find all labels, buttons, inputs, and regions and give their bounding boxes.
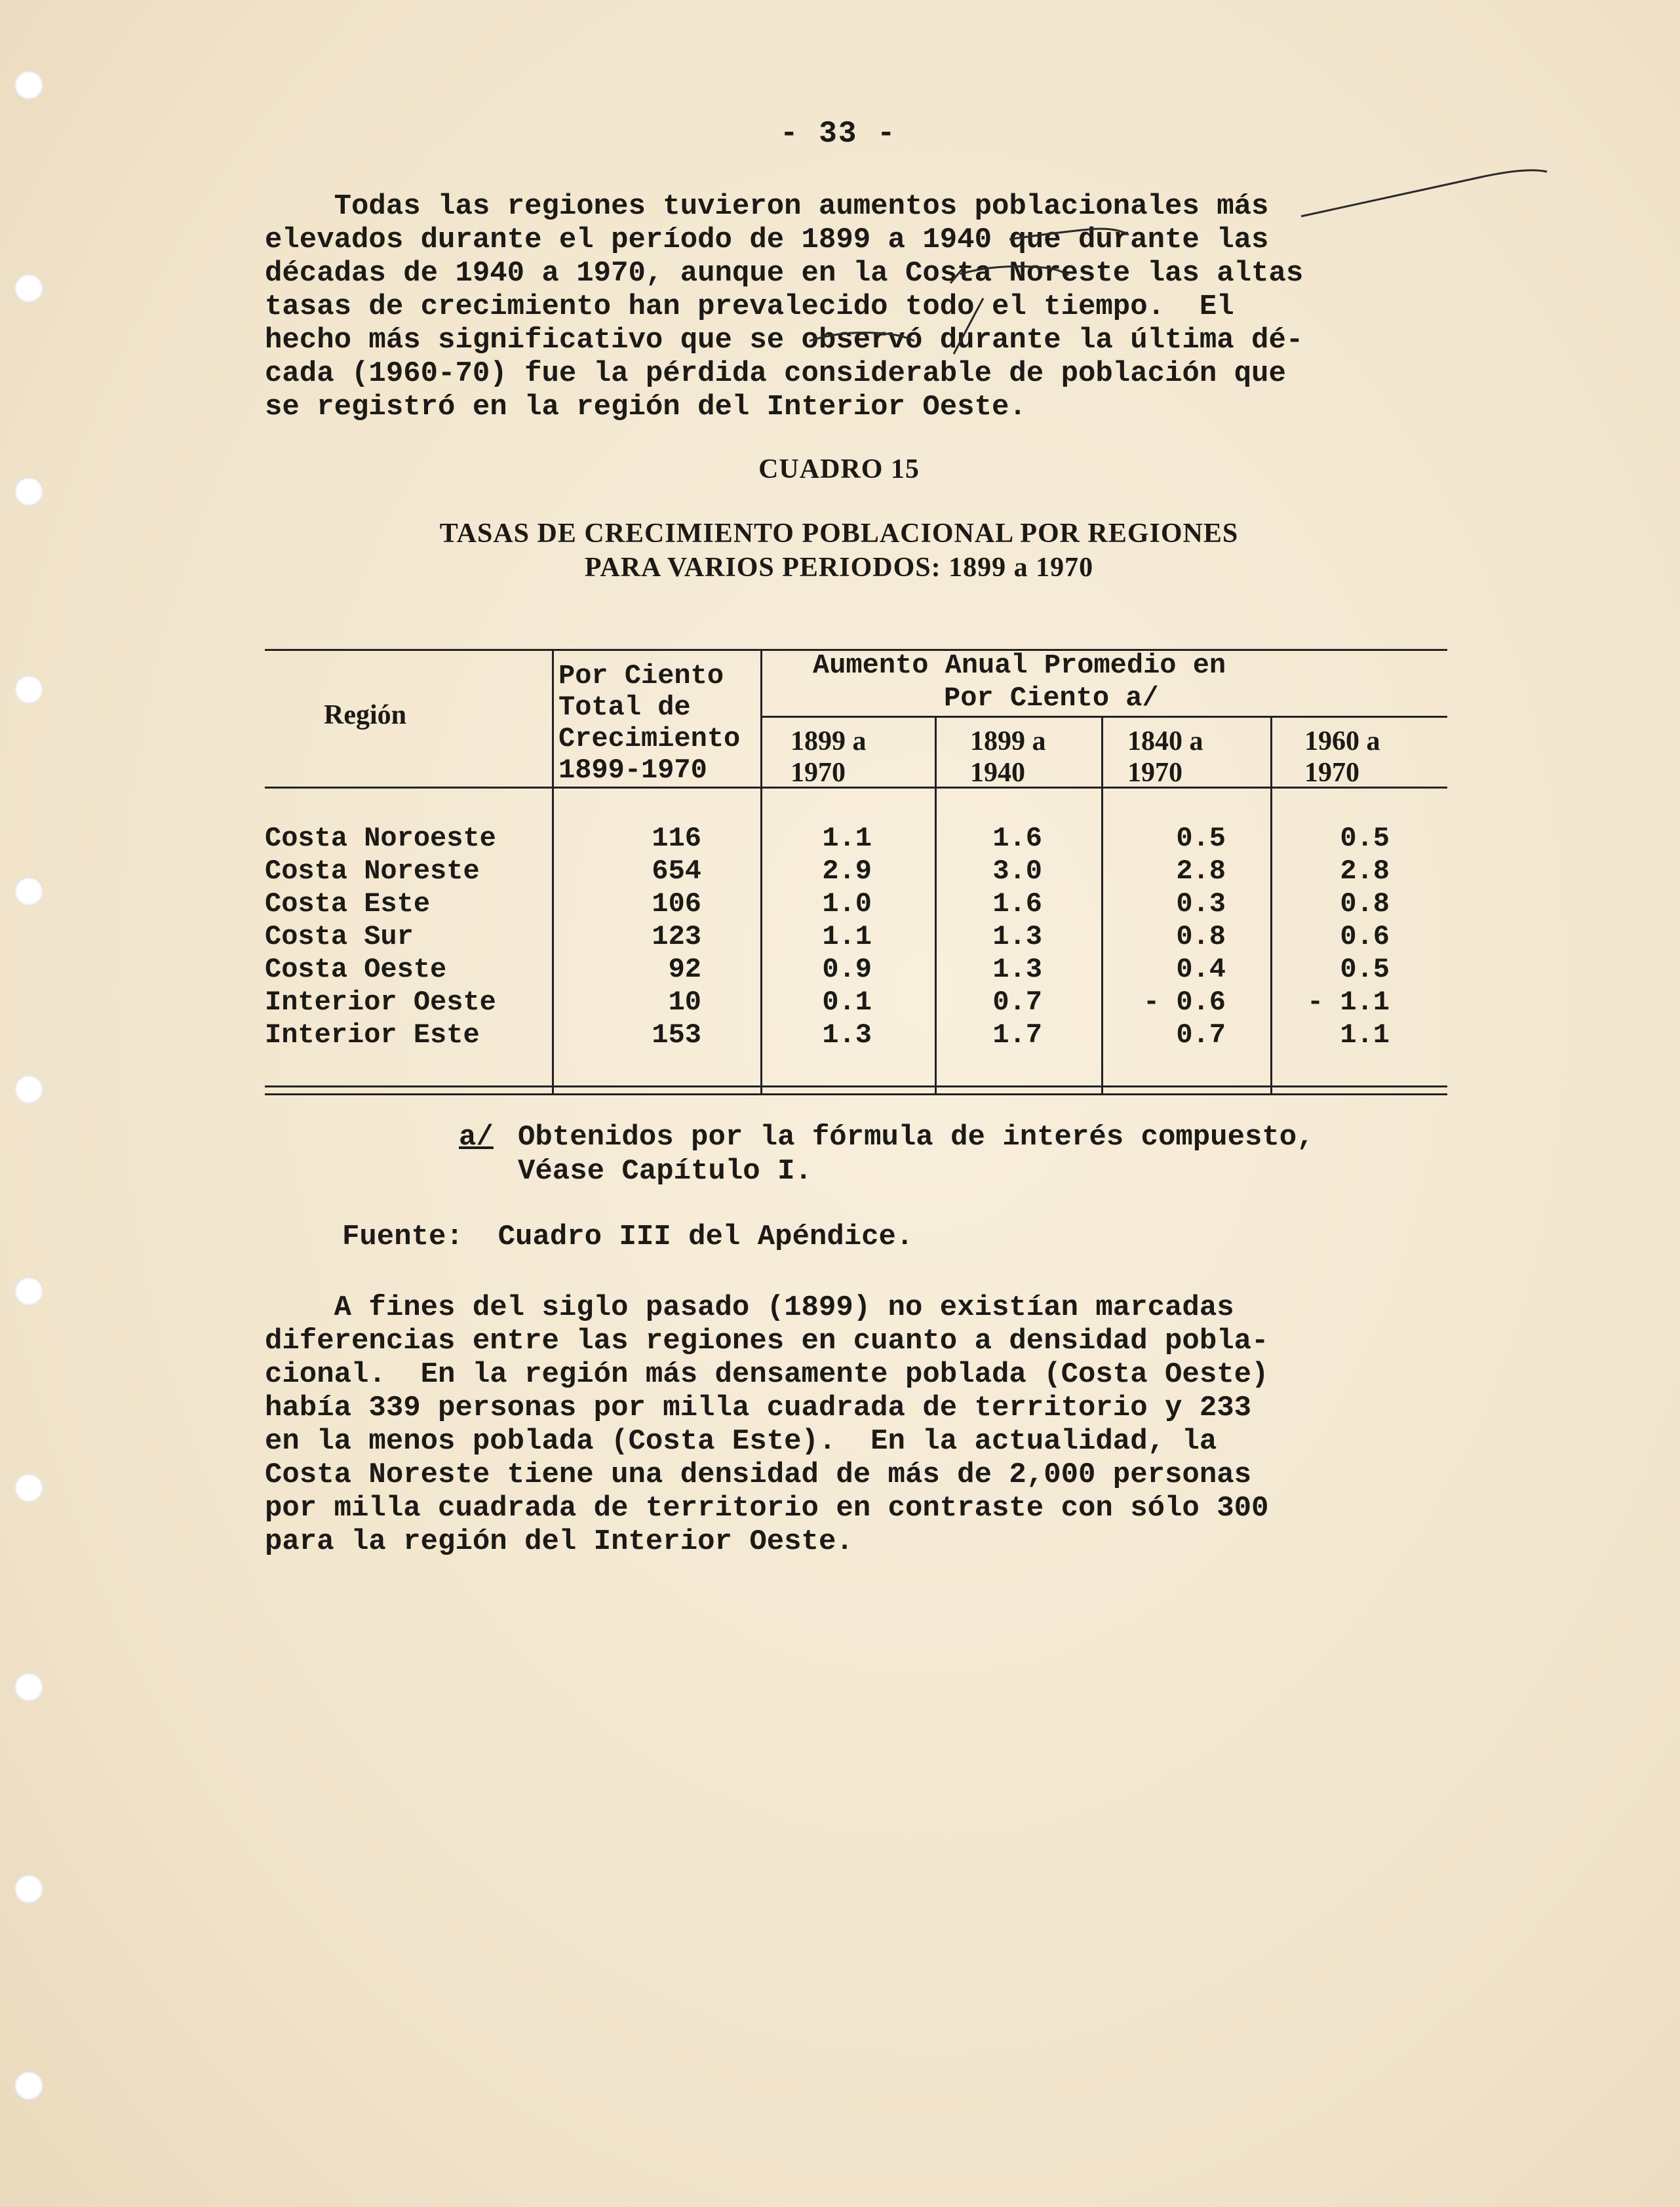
value-cell: 1.1 [822,921,872,952]
column-rule [1101,716,1103,1093]
period-header: 1899 a [970,726,1046,756]
period-header: 1940 [970,758,1025,788]
value-cell: 0.8 [1176,921,1226,952]
value-cell: 1.0 [822,888,872,920]
total-cell: 153 [652,1019,701,1051]
region-cell: Interior Oeste [265,986,496,1018]
region-cell: Costa Sur [265,921,414,952]
binder-hole [14,1075,43,1104]
footnote-marker: a/ [459,1121,494,1154]
region-cell: Costa Este [265,888,431,920]
annual-header-line: Aumento Anual Promedio en [813,650,1226,681]
value-cell: 1.3 [822,1019,872,1051]
value-cell: 2.8 [1340,855,1390,887]
header-divider-rule [760,716,1447,718]
value-cell: 0.5 [1176,823,1226,854]
region-cell: Costa Oeste [265,954,447,985]
total-cell: 92 [668,954,701,985]
text-line: por milla cuadrada de territorio en contraste con sólo 300 [265,1492,1269,1525]
value-cell: 1.6 [992,888,1042,920]
value-cell: 0.7 [1176,1019,1226,1051]
value-cell: 2.9 [822,855,872,887]
footnote-line: Obtenidos por la fórmula de interés compuesto, [518,1121,1314,1154]
total-cell: 116 [652,823,701,854]
region-cell: Costa Noreste [265,855,480,887]
source-note: Fuente: Cuadro III del Apéndice. [342,1221,914,1253]
period-header: 1899 a [791,726,867,756]
binder-hole [14,675,43,704]
value-cell: 0.3 [1176,888,1226,920]
table-title-line-2: PARA VARIOS PERIODOS: 1899 a 1970 [584,553,1094,583]
value-cell: 0.1 [822,986,872,1018]
value-cell: 1.3 [992,954,1042,985]
text-line: A fines del siglo pasado (1899) no existían marcadas [265,1291,1234,1324]
handwritten-strike-marks [0,0,1680,459]
text-line: hecho más significativo que se observó durante la última dé- [265,324,1304,357]
period-header: 1840 a [1127,726,1203,756]
table-bottom-rule-double [265,1093,1447,1095]
value-cell: 3.0 [992,855,1042,887]
total-header-line: 1899-1970 [558,754,707,786]
binder-hole [14,1277,43,1306]
value-cell: - 0.6 [1143,986,1226,1018]
value-cell: 0.6 [1340,921,1390,952]
text-line: décadas de 1940 a 1970, aunque en la Costa Noreste las altas [265,257,1304,290]
binder-hole [14,877,43,906]
binder-hole [14,2071,43,2100]
period-header: 1970 [1127,758,1182,788]
binder-hole [14,1875,43,1904]
period-header: 1960 a [1304,726,1380,756]
text-line: tasas de crecimiento han prevalecido todo el tiempo. El [265,290,1234,323]
value-cell: 1.6 [992,823,1042,854]
value-cell: 0.5 [1340,823,1390,854]
value-cell: 0.4 [1176,954,1226,985]
table-title-line-1: TASAS DE CRECIMIENTO POBLACIONAL POR REGIONES [439,518,1239,549]
total-header-line: Crecimiento [558,723,741,754]
total-cell: 10 [668,986,701,1018]
value-cell: - 1.1 [1306,986,1390,1018]
value-cell: 2.8 [1176,855,1226,887]
text-line: Costa Noreste tiene una densidad de más de 2,000 personas [265,1458,1252,1491]
text-line: diferencias entre las regiones en cuanto a densidad pobla- [265,1325,1269,1357]
value-cell: 0.7 [992,986,1042,1018]
column-rule [935,716,937,1093]
period-header: 1970 [1304,758,1359,788]
footnote-line: Véase Capítulo I. [518,1155,812,1188]
total-cell: 123 [652,921,701,952]
value-cell: 0.5 [1340,954,1390,985]
text-line: Todas las regiones tuvieron aumentos poblacionales más [265,190,1269,223]
page-number: - 33 - [780,117,897,151]
column-rule [552,649,554,1093]
value-cell: 0.8 [1340,888,1390,920]
total-header-line: Total de [558,692,691,723]
total-cell: 654 [652,855,701,887]
text-line: había 339 personas por milla cuadrada de territorio y 233 [265,1392,1252,1424]
column-rule [1270,716,1272,1093]
text-line: se registró en la región del Interior Oeste. [265,391,1026,423]
text-line: para la región del Interior Oeste. [265,1525,853,1558]
value-cell: 1.3 [992,921,1042,952]
annual-header-line: Por Ciento a/ [944,682,1159,714]
region-cell: Interior Este [265,1019,480,1051]
value-cell: 1.1 [822,823,872,854]
binder-hole [14,1673,43,1702]
text-line: cional. En la región más densamente poblada (Costa Oeste) [265,1358,1269,1391]
value-cell: 0.9 [822,954,872,985]
column-rule [760,649,762,1093]
table-label: CUADRO 15 [758,454,920,484]
text-line: elevados durante el período de 1899 a 1940 que durante las [265,224,1269,256]
value-cell: 1.1 [1340,1019,1390,1051]
total-header-line: Por Ciento [558,660,724,692]
binder-hole [14,477,43,506]
region-column-header: Región [324,700,406,730]
region-cell: Costa Noroeste [265,823,496,854]
period-header: 1970 [791,758,846,788]
text-line: en la menos poblada (Costa Este). En la actualidad, la [265,1425,1217,1458]
text-line: cada (1960-70) fue la pérdida considerable de población que [265,357,1286,390]
value-cell: 1.7 [992,1019,1042,1051]
total-cell: 106 [652,888,701,920]
binder-hole [14,1474,43,1502]
